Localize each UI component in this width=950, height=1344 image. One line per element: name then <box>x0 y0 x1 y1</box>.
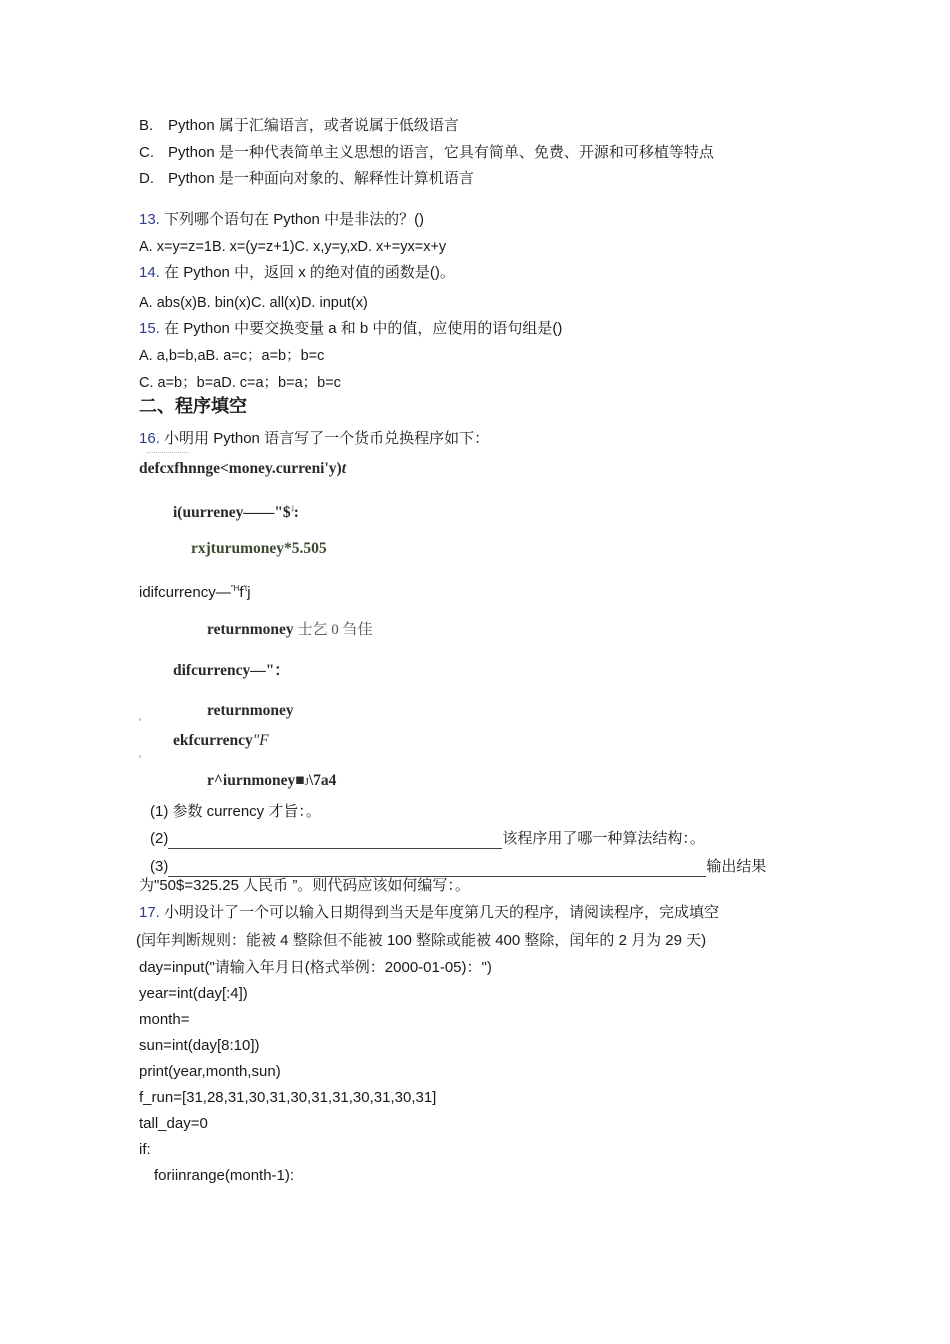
question-16 <box>139 429 489 449</box>
option-b <box>139 116 459 136</box>
question-17 <box>139 903 719 923</box>
question-15-options-1: A. a,b=b,aB. a=c；a=b；b=c <box>139 348 325 364</box>
option-letter: B. <box>139 117 154 134</box>
question-13-options: A. x=y=z=1B. x=(y=z+1)C. x,y=y,xD. x+=yx=x+y <box>139 239 447 255</box>
sub-question-2: (2) 该程序用了哪一种算法结构：。 <box>150 830 705 847</box>
option-d <box>139 169 474 189</box>
code-line: foriinrange(month-1): <box>154 1167 295 1184</box>
question-15 <box>139 319 562 339</box>
scan-artifact <box>139 755 141 758</box>
option-letter: D. <box>139 170 154 187</box>
code-line: tall_day=0 <box>139 1115 208 1132</box>
answer-blank[interactable] <box>168 832 502 849</box>
sub-question-3: (3) 输出结果 <box>150 858 767 875</box>
sub-question-3-continued: 为"50$=325.25 人民币 ”。则代码应该如何编写：。 <box>139 877 470 894</box>
option-text: Python 是一种面向对象的、解释性计算机语言 <box>168 170 474 187</box>
code-line: month= <box>139 1011 190 1028</box>
code-line-return-1: rxjturumoney*5.505 <box>191 540 327 557</box>
answer-blank[interactable] <box>168 860 706 877</box>
scan-artifact <box>147 452 189 453</box>
question-number: 15. <box>139 320 160 337</box>
question-number: 13. <box>139 211 160 228</box>
code-line-return-2: returnmoney 士乞 0 刍佳 <box>207 621 373 638</box>
code-line-if: i(uurreney——"$˩: <box>173 504 299 522</box>
code-line: print(year,month,sun) <box>139 1063 281 1080</box>
code-line-def: defcxfhnnge<money.curreni'y)t <box>139 460 347 477</box>
code-line: f_run=[31,28,31,30,31,30,31,31,30,31,30,31] <box>139 1089 437 1106</box>
sub-question-1: (1) 参数 currency 才旨：。 <box>150 803 321 820</box>
option-letter: C. <box>139 144 154 161</box>
option-text: Python 属于汇编语言，或者说属于低级语言 <box>168 117 459 134</box>
question-14-options: A. abs(x)B. bin(x)C. all(x)D. input(x) <box>139 295 368 311</box>
question-stem: 在 Python 中要交换变量 a 和 b 中的值，应使用的语句组是() <box>164 320 563 337</box>
code-line: year=int(day[:4]) <box>139 985 248 1002</box>
code-line: if: <box>139 1141 151 1158</box>
code-line-return-3: returnmoney <box>207 702 294 719</box>
question-number: 16. <box>139 430 160 447</box>
question-15-options-2: C. a=b；b=aD. c=a；b=a；b=c <box>139 375 341 391</box>
question-17-note: (闰年判断规则：能被 4 整除但不能被 100 整除或能被 400 整除，闰年的 2 月为 29 天) <box>136 932 707 949</box>
question-stem: 小明用 Python 语言写了一个货币兑换程序如下： <box>164 430 490 447</box>
option-text: Python 是一种代表简单主义思想的语言，它具有简单、免费、开源和可移植等特点 <box>168 144 714 161</box>
question-number: 14. <box>139 264 160 281</box>
question-stem: 下列哪个语句在 Python 中是非法的？() <box>164 211 425 228</box>
question-14 <box>139 263 455 283</box>
option-c <box>139 143 714 163</box>
question-number: 17. <box>139 904 160 921</box>
code-line-dif: difcurrency—"： <box>173 662 290 679</box>
question-13 <box>139 210 424 230</box>
code-line-else: ekfcurrency"F <box>173 732 269 749</box>
question-stem: 小明设计了一个可以输入日期得到当天是年度第几天的程序，请阅读程序，完成填空 <box>164 904 720 921</box>
code-line-elif: $idifcurrency—^{"H}f^{'t}j$ <box>139 584 251 601</box>
code-line: day=input("请输入年月日(格式举例：2000-01-05)：") <box>139 959 492 976</box>
code-line-return-4: r^iurnmoney■J\7a4 <box>207 772 337 789</box>
question-stem: 在 Python 中，返回 x 的绝对值的函数是()。 <box>164 264 455 281</box>
code-line: sun=int(day[8:10]) <box>139 1037 260 1054</box>
scan-artifact <box>139 718 141 721</box>
section-heading: 二、程序填空 <box>139 396 247 416</box>
